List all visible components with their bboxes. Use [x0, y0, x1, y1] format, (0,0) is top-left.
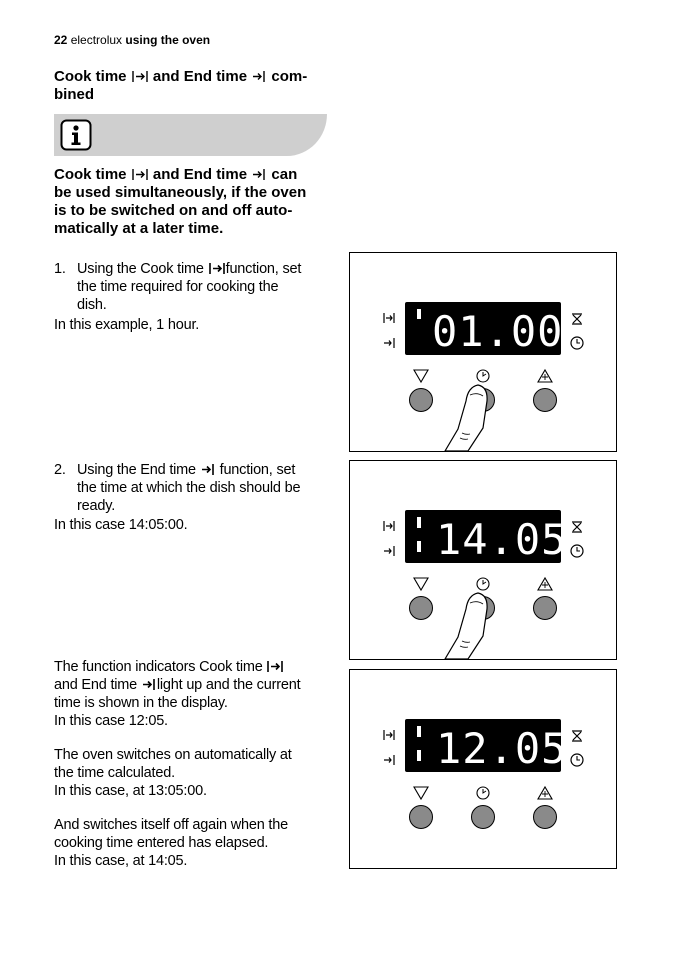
display-mark [417, 726, 421, 737]
cook-time-indicator-icon [384, 730, 394, 740]
step-1-example: In this example, 1 hour. [54, 317, 200, 333]
cook-time-indicator-icon [384, 521, 394, 531]
timer-button[interactable] [472, 806, 495, 829]
display-mark [417, 517, 421, 528]
step-2: 2. Using the End time function, set the time at which the dish should be ready. [54, 462, 301, 514]
display-mark [417, 541, 421, 552]
timer-icon [477, 370, 489, 382]
end-time-indicator-icon [384, 546, 394, 556]
section-title: Cook time and End time com- bined [54, 68, 308, 103]
oven-panel-1-drawing [350, 253, 616, 451]
end-time-icon [141, 678, 157, 691]
minus-button[interactable] [410, 389, 433, 412]
display-mark [417, 750, 421, 761]
plus-triangle-icon [538, 578, 552, 590]
end-time-icon [251, 168, 267, 181]
oven-panel-3-drawing [350, 670, 616, 868]
display-mark [417, 309, 421, 319]
plus-triangle-icon [538, 787, 552, 799]
step-2-example: In this case 14:05:00. [54, 517, 188, 533]
step-1: 1. Using the Cook time function, set the time required for cooking the dish. [54, 261, 302, 313]
display-digits: 01.00 [432, 307, 564, 356]
hourglass-icon [572, 731, 582, 741]
end-time-indicator-icon [384, 338, 394, 348]
page-number: 22 [54, 33, 68, 47]
info-bar [54, 114, 327, 156]
minus-button[interactable] [410, 806, 433, 829]
info-icon [60, 119, 92, 151]
minus-button[interactable] [410, 597, 433, 620]
section-name: using the oven [125, 33, 211, 47]
minus-triangle-icon [414, 787, 428, 799]
clock-icon [571, 754, 583, 766]
finger-pressing-illustration [445, 593, 487, 659]
timer-icon [477, 578, 489, 590]
finger-pressing-illustration [445, 385, 487, 451]
switch-off-paragraph: And switches itself off again when the cooking time entered has elapsed. In this case, at 14:05. [54, 817, 288, 869]
plus-triangle-icon [538, 370, 552, 382]
oven-panel-1 [349, 252, 617, 452]
end-time-icon [200, 463, 216, 476]
clock-icon [571, 545, 583, 557]
hourglass-icon [572, 522, 582, 532]
plus-button[interactable] [534, 806, 557, 829]
oven-panel-2-drawing [350, 461, 616, 659]
display-digits: 12.05 [436, 724, 568, 773]
timer-icon [477, 787, 489, 799]
cook-time-icon [131, 168, 149, 181]
intro-paragraph: Cook time and End time can be used simultaneously, if the oven is to be switched on and off auto- matically at a later time. [54, 166, 307, 237]
cook-time-icon [131, 70, 149, 83]
clock-icon [571, 337, 583, 349]
cook-time-icon [266, 660, 284, 673]
oven-panel-2 [349, 460, 617, 660]
brand-name: electrolux [70, 33, 123, 47]
switch-on-paragraph: The oven switches on automatically at the time calculated. In this case, at 13:05:00. [54, 747, 292, 799]
cook-time-icon [208, 262, 226, 275]
end-time-indicator-icon [384, 755, 394, 765]
display-digits: 14.05 [436, 515, 568, 564]
plus-button[interactable] [534, 597, 557, 620]
page-header [54, 32, 210, 48]
plus-button[interactable] [534, 389, 557, 412]
end-time-icon [251, 70, 267, 83]
oven-panel-3 [349, 669, 617, 869]
hourglass-icon [572, 314, 582, 324]
function-indicators-paragraph: The function indicators Cook time and End time light up and the current time is shown in the display. In this case 12:05. [54, 659, 301, 729]
cook-time-indicator-icon [384, 313, 394, 323]
minus-triangle-icon [414, 578, 428, 590]
minus-triangle-icon [414, 370, 428, 382]
